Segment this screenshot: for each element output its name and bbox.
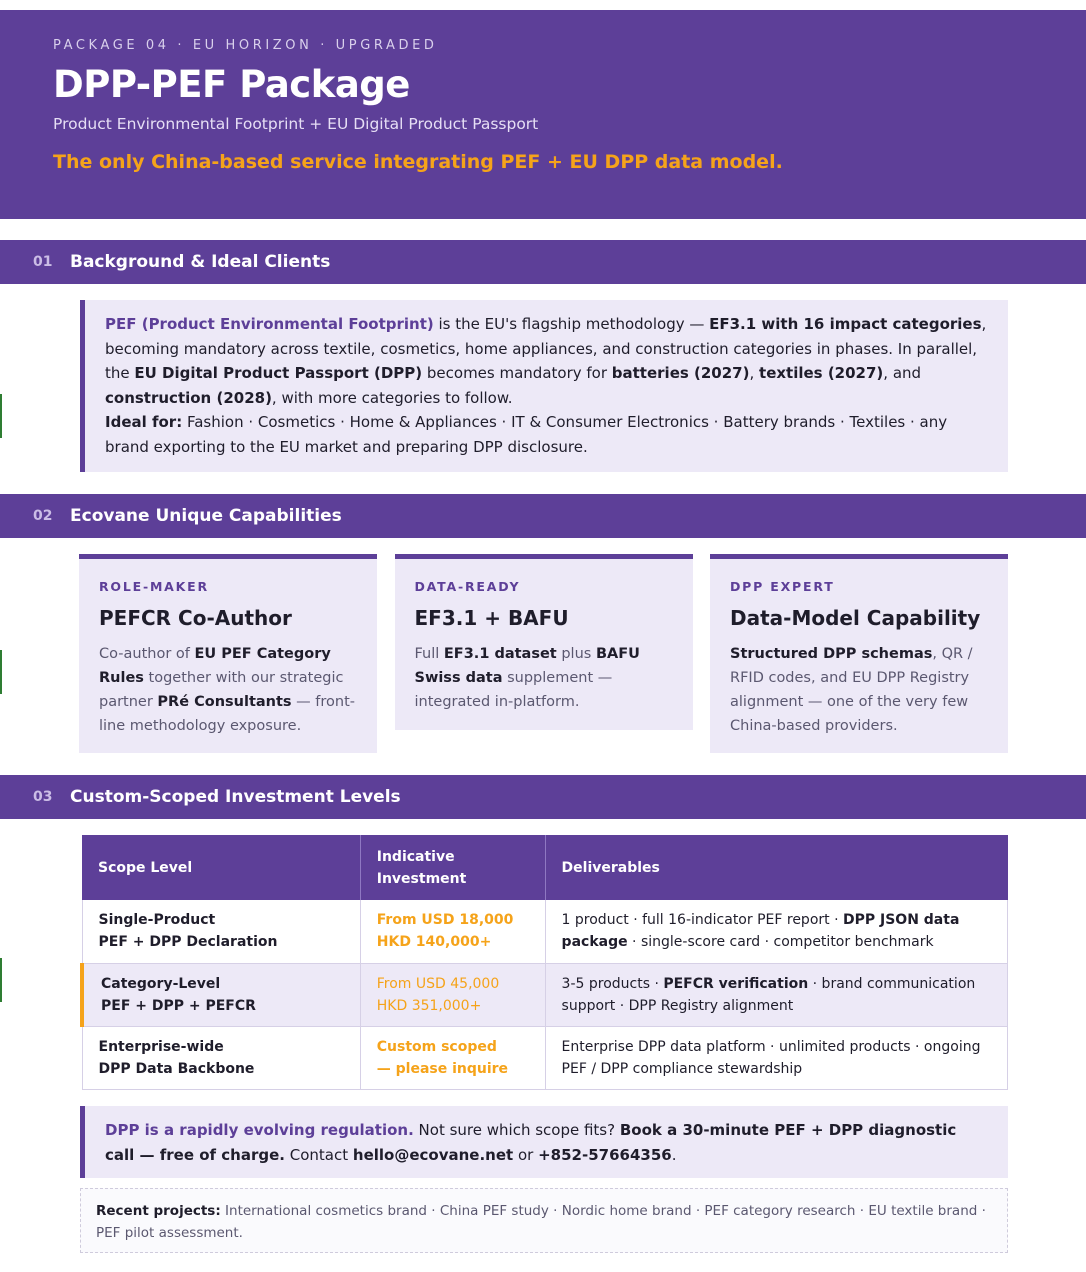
- text-run-bold: textiles (2027): [759, 364, 884, 382]
- text-run-bold: EU PEF Category Rules: [99, 646, 331, 686]
- scope-cell: [82, 900, 360, 963]
- text-run: or: [513, 1145, 539, 1164]
- table-row: [82, 900, 1008, 963]
- text-run-bold: EF3.1 dataset: [443, 646, 557, 662]
- text-run-bold: BAFU Swiss data: [414, 646, 640, 686]
- text-run-bold: DPP JSON data package: [561, 912, 960, 951]
- section-number: 01: [33, 254, 53, 270]
- text-run: Full: [414, 646, 444, 662]
- section-title: Background & Ideal Clients: [70, 252, 331, 272]
- deliverables-cell: [545, 900, 1007, 963]
- column-header-scope: Scope Level: [82, 835, 360, 900]
- text-run: plus: [556, 646, 596, 662]
- capability-card-dpp: [710, 554, 1008, 753]
- section-header-investment: [0, 775, 1086, 819]
- hero-banner: [0, 10, 1086, 219]
- text-run: 1 product · full 16-indicator PEF report ·: [561, 912, 843, 929]
- table-row: [82, 963, 1008, 1026]
- cta-offer: Book a 30-minute PEF + DPP diagnostic call — free of charge.: [105, 1121, 957, 1164]
- text-run-bold: EF3.1 with 16 impact categories: [709, 315, 982, 333]
- recent-text: International cosmetics brand · China PEF study · Nordic home brand · PEF category research · EU textile brand · PEF pilot assessment.: [96, 1203, 986, 1241]
- card-kicker: DPP EXPERT: [730, 579, 835, 594]
- ideal-clients: [105, 410, 988, 459]
- text-run: Co-author of: [99, 646, 195, 662]
- scope-line: Enterprise-wide: [98, 1038, 224, 1055]
- text-run-bold: EU Digital Product Passport (DPP): [134, 364, 423, 382]
- page-title: DPP-PEF Package: [53, 63, 410, 106]
- price-hkd: HKD 351,000+: [376, 997, 482, 1014]
- text-run: , becoming mandatory across textile, cosmetics, home appliances, and construction categories in phases. In parallel, the: [105, 315, 987, 382]
- text-run: 3-5 products ·: [561, 975, 664, 992]
- price-cell: [360, 900, 545, 963]
- price-usd: From USD 45,000: [376, 975, 500, 992]
- header-text: Indicative Investment: [376, 848, 467, 887]
- ideal-text: Fashion · Cosmetics · Home & Appliances · IT & Consumer Electronics · Battery brands · Textiles · any brand exporting to the EU market and preparing DPP disclosure.: [105, 413, 948, 456]
- capability-cards: [79, 554, 1008, 753]
- text-run-bold: PRé Consultants: [157, 694, 292, 710]
- price-cell: [360, 1026, 545, 1089]
- column-header-deliverables: Deliverables: [545, 835, 1007, 900]
- text-run: ,: [749, 364, 760, 382]
- text-run: Enterprise DPP data platform · unlimited products · ongoing PEF / DPP compliance stewardship: [561, 1038, 981, 1077]
- section-number: 03: [33, 789, 53, 805]
- contact-phone-link[interactable]: +852-57664356: [538, 1145, 672, 1164]
- column-header-investment: [360, 835, 545, 900]
- section-number: 02: [33, 508, 53, 524]
- text-run: , with more categories to follow.: [271, 388, 513, 407]
- card-title: PEFCR Co-Author: [99, 606, 292, 630]
- page-tagline: The only China-based service integrating PEF + EU DPP data model.: [53, 151, 783, 173]
- edge-marker: [0, 650, 2, 694]
- text-run: is the EU's flagship methodology —: [433, 315, 710, 333]
- price-usd: From USD 18,000: [376, 912, 514, 929]
- card-kicker: ROLE-MAKER: [99, 579, 209, 594]
- text-run: · single-score card · competitor benchmark: [627, 934, 934, 951]
- capability-card-ef31: [395, 554, 693, 730]
- capability-card-pefcr: [79, 554, 377, 753]
- background-paragraph: [105, 312, 988, 410]
- scope-line: PEF + DPP Declaration: [98, 934, 278, 951]
- text-run: · brand communication support · DPP Registry alignment: [561, 975, 976, 1014]
- section-header-background: [0, 240, 1086, 284]
- text-run: — front-line methodology exposure.: [99, 694, 355, 734]
- card-title: Data-Model Capability: [730, 606, 981, 630]
- deliverables-cell: [545, 963, 1007, 1026]
- text-run: Not sure which scope fits?: [413, 1121, 620, 1139]
- contact-email-link[interactable]: hello@ecovane.net: [352, 1145, 514, 1164]
- scope-line: DPP Data Backbone: [98, 1060, 255, 1077]
- package-eyebrow: PACKAGE 04 · EU HORIZON · UPGRADED: [53, 38, 438, 53]
- text-run-bold: PEFCR verification: [663, 975, 809, 992]
- text-run: becomes mandatory for: [422, 364, 612, 382]
- scope-line: Single-Product: [98, 912, 216, 929]
- price-cell: [360, 963, 545, 1026]
- deliverables-cell: [545, 1026, 1007, 1089]
- pef-term: PEF (Product Environmental Footprint): [105, 315, 434, 333]
- text-run: supplement — integrated in-platform.: [414, 670, 613, 710]
- text-run-bold: batteries (2027): [611, 364, 750, 382]
- recent-label: Recent projects:: [96, 1203, 221, 1219]
- text-run: together with our strategic partner: [99, 670, 344, 710]
- edge-marker: [0, 958, 2, 1002]
- scope-line: Category-Level: [101, 975, 221, 992]
- section-title: Custom-Scoped Investment Levels: [70, 787, 401, 807]
- edge-marker: [0, 394, 2, 438]
- price-hkd: HKD 140,000+: [376, 934, 492, 951]
- section-title: Ecovane Unique Capabilities: [70, 506, 342, 526]
- table-header-row: [82, 835, 1008, 900]
- section-header-capabilities: [0, 494, 1086, 538]
- investment-table: [80, 835, 1008, 1090]
- scope-line: PEF + DPP + PEFCR: [101, 997, 256, 1014]
- scope-cell: [82, 963, 360, 1026]
- text-run-bold: construction (2028): [105, 388, 272, 407]
- card-kicker: DATA-READY: [414, 579, 521, 594]
- text-run: , and: [883, 364, 922, 382]
- price-custom: Custom scoped: [376, 1038, 497, 1055]
- page-subtitle: Product Environmental Footprint + EU Digital Product Passport: [53, 115, 539, 133]
- card-body: [415, 642, 673, 714]
- text-run: Contact: [285, 1145, 353, 1164]
- scope-cell: [82, 1026, 360, 1089]
- text-run-bold: Structured DPP schemas: [730, 646, 933, 662]
- card-body: [730, 642, 988, 738]
- text-run: , QR / RFID codes, and EU DPP Registry alignment — one of the very few China-based providers.: [730, 646, 973, 734]
- cta-accent: DPP is a rapidly evolving regulation.: [105, 1121, 414, 1139]
- price-inquire: — please inquire: [376, 1060, 509, 1077]
- background-callout: [80, 300, 1008, 472]
- table-row: [82, 1026, 1008, 1089]
- card-body: [99, 642, 357, 738]
- card-title: EF3.1 + BAFU: [414, 606, 569, 630]
- recent-projects-note: [80, 1188, 1008, 1253]
- ideal-label: Ideal for:: [105, 413, 183, 431]
- text-run: .: [671, 1145, 677, 1164]
- cta-callout: [80, 1106, 1008, 1178]
